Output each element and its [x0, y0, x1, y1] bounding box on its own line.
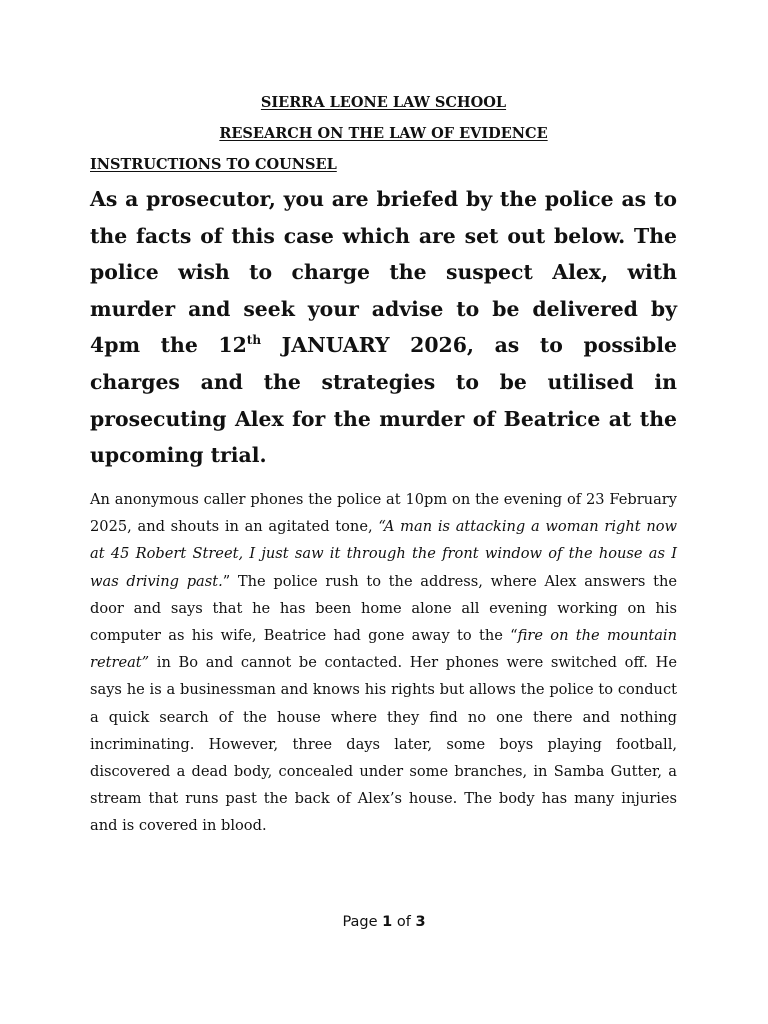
brief-text-part1: As a prosecutor, you are briefed by the police as to the facts of this case which are set out below. The police wish to charge the suspect Alex, with murder and seek your advise to be delivered by 4pm the 12 — [90, 187, 677, 358]
facts-paragraph — [90, 486, 677, 840]
brief-paragraph — [90, 181, 677, 474]
brief-text-part2: JANUARY 2026, as to possible charges and the strategies to be utilised in prosecuting Alex for the murder of Beatrice at the upcoming trial. — [90, 333, 678, 468]
footer-current-page: 1 — [382, 914, 393, 930]
footer-page-word: Page — [342, 914, 383, 930]
facts-text-2: ” The police rush to the address, where Alex answers the door and says that he has been home alone all evening working on his computer as his wife, Beatrice had gone away to the “ — [90, 572, 677, 645]
facts-text-3: in Bo and cannot be contacted. Her phones were switched off. He says he is a businessman and knows his rights but allows the police to conduct a quick search of the house where they find no one there and nothing incriminating. However, three days later, some boys playing football, discovered a dead body, concealed under some branches, in Samba Gutter, a stream that runs past the back of Alex’s house. The body has many injuries and is covered in blood. — [90, 654, 677, 835]
page-footer — [0, 914, 768, 930]
research-title: RESEARCH ON THE LAW OF EVIDENCE — [219, 125, 548, 142]
facts-text-1: An anonymous caller phones the police at 10pm on the evening of 23 February 2025, and shouts in an agitated tone, — [90, 491, 677, 536]
footer-total-pages: 3 — [415, 914, 426, 930]
facts-retreat-quote: fire on the mountain retreat” — [90, 627, 677, 672]
brief-ordinal-suffix: th — [246, 333, 262, 348]
school-title: SIERRA LEONE LAW SCHOOL — [260, 94, 507, 111]
instructions-heading: INSTRUCTIONS TO COUNSEL — [90, 156, 337, 173]
facts-caller-quote: “A man is attacking a woman right now at 45 Robert Street, I just saw it through the front window of the house as I was driving past. — [90, 518, 677, 590]
footer-of-word: of — [392, 914, 416, 930]
